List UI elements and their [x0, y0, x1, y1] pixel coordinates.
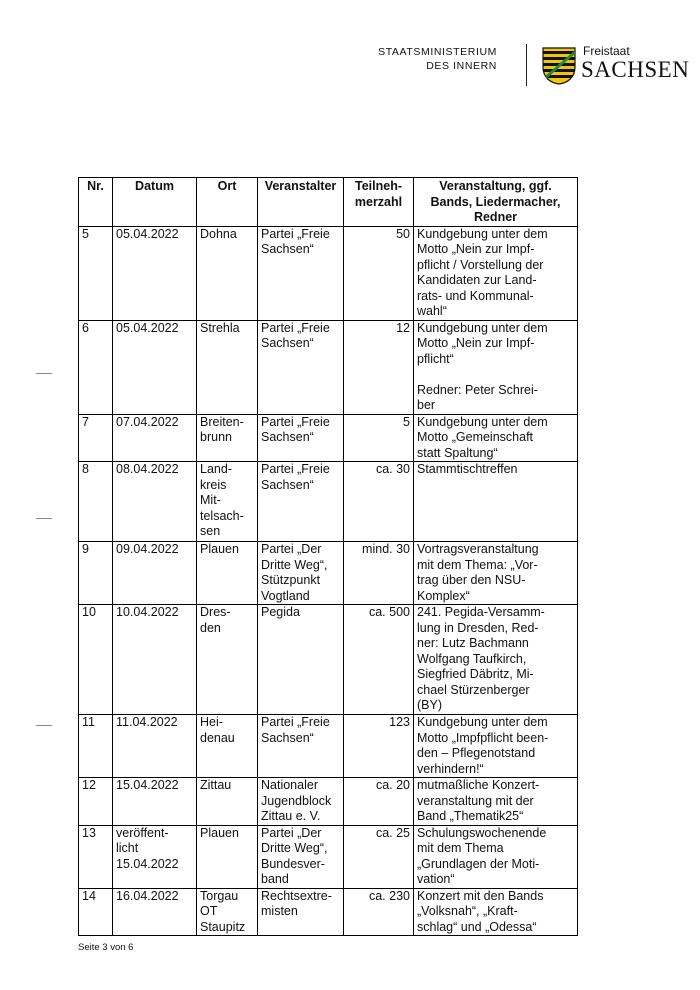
ministry-line-1: STAATSMINISTERIUM	[378, 46, 497, 58]
row-datum: 10.04.2022	[113, 605, 197, 715]
row-nr: 9	[79, 542, 113, 605]
row-veranstalter: Partei „Freie Sachsen“	[258, 462, 344, 542]
row-veranstaltung: Kundgebung unter dem Motto „Gemeinschaft statt Spaltung“	[414, 414, 578, 462]
row-veranstalter: Partei „Freie Sachsen“	[258, 226, 344, 320]
header-datum: Datum	[113, 178, 197, 227]
row-veranstaltung: Vortragsveranstaltung mit dem Thema: „Vor- trag über den NSU- Komplex“	[414, 542, 578, 605]
row-ort: Dres- den	[197, 605, 258, 715]
table-header-row	[79, 178, 578, 227]
row-datum: 15.04.2022	[113, 778, 197, 826]
row-ort: Breiten- brunn	[197, 414, 258, 462]
table-row	[79, 778, 578, 826]
row-teilnehmerzahl: 50	[344, 226, 414, 320]
row-teilnehmerzahl: ca. 500	[344, 605, 414, 715]
row-teilnehmerzahl: ca. 20	[344, 778, 414, 826]
row-veranstalter: Partei „Freie Sachsen“	[258, 715, 344, 778]
table-row	[79, 542, 578, 605]
header-veranstaltung: Veranstaltung, ggf. Bands, Liedermacher, Redner	[414, 178, 578, 227]
table-row	[79, 462, 578, 542]
row-datum: 16.04.2022	[113, 888, 197, 936]
row-veranstaltung: Kundgebung unter dem Motto „Nein zur Impf- pflicht“ Redner: Peter Schrei- ber	[414, 320, 578, 414]
row-veranstalter: Partei „Der Dritte Weg“, Bundesver- band	[258, 825, 344, 888]
state-label-big: SACHSEN	[581, 57, 690, 82]
row-teilnehmerzahl: 12	[344, 320, 414, 414]
table-row	[79, 605, 578, 715]
row-nr: 7	[79, 414, 113, 462]
header-ort: Ort	[197, 178, 258, 227]
row-veranstalter: Pegida	[258, 605, 344, 715]
row-veranstaltung: 241. Pegida-Versamm- lung in Dresden, Red- ner: Lutz Bachmann Wolfgang Taufkirch, Siegfried Däbritz, Mi- chael Stürzenberger (BY)	[414, 605, 578, 715]
table-row	[79, 226, 578, 320]
row-veranstaltung: mutmaßliche Konzert- veranstaltung mit der Band „Thematik25“	[414, 778, 578, 826]
row-veranstaltung: Stammtischtreffen	[414, 462, 578, 542]
row-veranstalter: Partei „Freie Sachsen“	[258, 414, 344, 462]
row-datum: 09.04.2022	[113, 542, 197, 605]
row-datum: 11.04.2022	[113, 715, 197, 778]
row-nr: 5	[79, 226, 113, 320]
page-number: Seite 3 von 6	[78, 942, 134, 953]
row-ort: Plauen	[197, 542, 258, 605]
row-datum: veröffent- licht 15.04.2022	[113, 825, 197, 888]
saxony-coat-of-arms-icon	[542, 47, 576, 85]
row-datum: 08.04.2022	[113, 462, 197, 542]
row-veranstaltung: Kundgebung unter dem Motto „Impfpflicht been- den – Pflegenotstand verhindern!“	[414, 715, 578, 778]
header-veranstalter: Veranstalter	[258, 178, 344, 227]
row-ort: Dohna	[197, 226, 258, 320]
row-nr: 8	[79, 462, 113, 542]
row-teilnehmerzahl: ca. 30	[344, 462, 414, 542]
table-row	[79, 320, 578, 414]
row-ort: Hei- denau	[197, 715, 258, 778]
margin-mark	[36, 373, 52, 374]
row-teilnehmerzahl: ca. 230	[344, 888, 414, 936]
row-teilnehmerzahl: ca. 25	[344, 825, 414, 888]
row-ort: Land- kreis Mit- telsach- sen	[197, 462, 258, 542]
row-ort: Zittau	[197, 778, 258, 826]
header-teilnehmerzahl: Teilneh- merzahl	[344, 178, 414, 227]
row-veranstalter: Rechtsextre- misten	[258, 888, 344, 936]
margin-mark	[36, 518, 52, 519]
row-ort: Strehla	[197, 320, 258, 414]
letterhead-divider	[526, 44, 527, 86]
state-label-small: Freistaat	[583, 44, 630, 58]
row-ort: Torgau OT Staupitz	[197, 888, 258, 936]
row-veranstalter: Partei „Freie Sachsen“	[258, 320, 344, 414]
row-nr: 11	[79, 715, 113, 778]
row-nr: 13	[79, 825, 113, 888]
letterhead	[378, 44, 690, 90]
table-row	[79, 414, 578, 462]
row-nr: 6	[79, 320, 113, 414]
ministry-name	[378, 45, 497, 73]
row-veranstaltung: Kundgebung unter dem Motto „Nein zur Impf- pflicht / Vorstellung der Kandidaten zur Land- rats- und Kommunal- wahl“	[414, 226, 578, 320]
row-redner: Redner: Peter Schrei- ber	[417, 382, 538, 412]
table-row	[79, 825, 578, 888]
row-teilnehmerzahl: 123	[344, 715, 414, 778]
row-veranstaltung: Schulungswochenende mit dem Thema „Grundlagen der Moti- vation“	[414, 825, 578, 888]
ministry-line-2: DES INNERN	[426, 60, 497, 72]
table-row	[79, 715, 578, 778]
row-nr: 12	[79, 778, 113, 826]
row-teilnehmerzahl: mind. 30	[344, 542, 414, 605]
row-datum: 07.04.2022	[113, 414, 197, 462]
row-datum: 05.04.2022	[113, 226, 197, 320]
row-teilnehmerzahl: 5	[344, 414, 414, 462]
row-veranstaltung: Konzert mit den Bands „Volksnah“, „Kraft- schlag“ und „Odessa“	[414, 888, 578, 936]
row-veranstalter: Nationaler Jugendblock Zittau e. V.	[258, 778, 344, 826]
row-veranstalter: Partei „Der Dritte Weg“, Stützpunkt Vogtland	[258, 542, 344, 605]
events-table	[78, 177, 578, 936]
row-nr: 10	[79, 605, 113, 715]
table-row	[79, 888, 578, 936]
row-ort: Plauen	[197, 825, 258, 888]
row-nr: 14	[79, 888, 113, 936]
margin-mark	[36, 725, 52, 726]
header-nr: Nr.	[79, 178, 113, 227]
row-datum: 05.04.2022	[113, 320, 197, 414]
